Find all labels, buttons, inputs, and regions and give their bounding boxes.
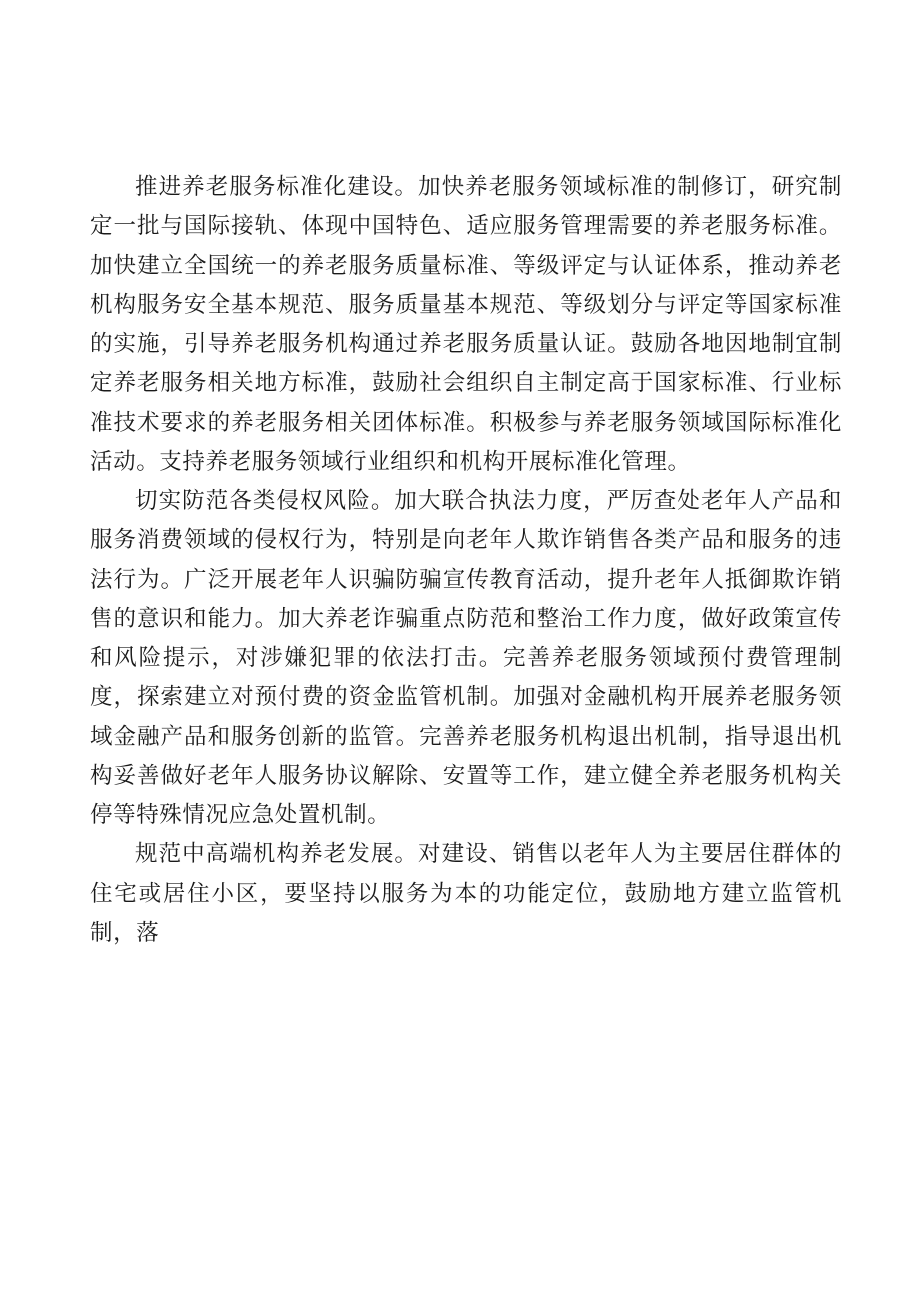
paragraph-high-end-institutions: 规范中高端机构养老发展。对建设、销售以老年人为主要居住群体的住宅或居住小区，要坚持以服务为本的功能定位，鼓励地方建立监管机制，落 (90, 841, 842, 946)
document-body (90, 168, 842, 953)
paragraph-infringement-risk: 切实防范各类侵权风险。加大联合执法力度，严厉查处老年人产品和服务消费领域的侵权行为，特别是向老年人欺诈销售各类产品和服务的违法行为。广泛开展老年人识骗防骗宣传教育活动，提升老年人抵御欺诈销售的意识和能力。加大养老诈骗重点防范和整治工作力度，做好政策宣传和风险提示，对涉嫌犯罪的依法打击。完善养老服务领域预付费管理制度，探索建立对预付费的资金监管机制。加强对金融机构开展养老服务领域金融产品和服务创新的监管。完善养老服务机构退出机制，指导退出机构妥善做好老年人服务协议解除、安置等工作，建立健全养老服务机构关停等特殊情况应急处置机制。 (90, 488, 842, 828)
paragraph-standardization: 推进养老服务标准化建设。加快养老服务领域标准的制修订，研究制定一批与国际接轨、体现中国特色、适应服务管理需要的养老服务标准。加快建立全国统一的养老服务质量标准、等级评定与认证体系，推动养老机构服务安全基本规范、服务质量基本规范、等级划分与评定等国家标准的实施，引导养老服务机构通过养老服务质量认证。鼓励各地因地制宜制定养老服务相关地方标准，鼓励社会组织自主制定高于国家标准、行业标准技术要求的养老服务相关团体标准。积极参与养老服务领域国际标准化活动。支持养老服务领域行业组织和机构开展标准化管理。 (90, 174, 842, 475)
